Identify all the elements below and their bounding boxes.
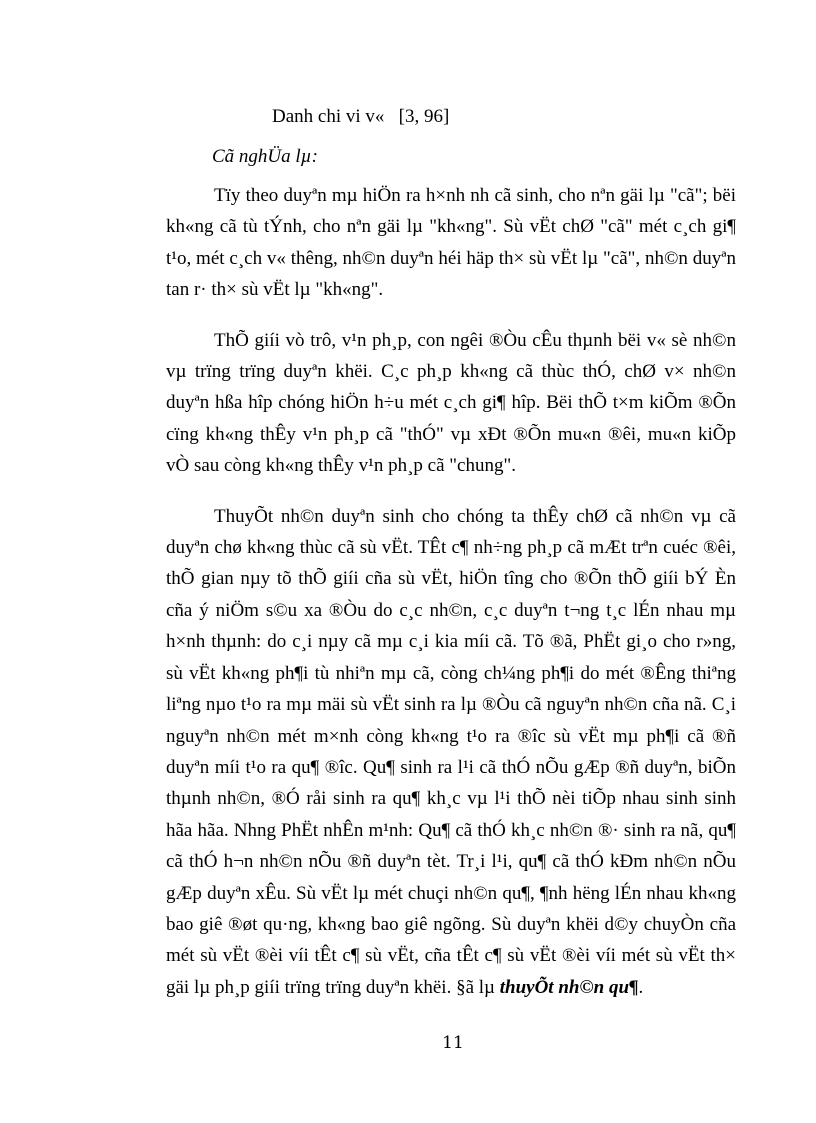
closing-emphasis: thuyÕt nh©n qu¶ [499, 976, 639, 998]
body-text [166, 180, 736, 1003]
subheading: Cã nghÜa lµ: [212, 146, 318, 167]
paragraph-2: ThÕ giíi vò trô, v¹n ph¸p, con ngêi ®Òu cÊu thµnh bëi v« sè nh©n vµ trïng trïng duyªn khëi. C¸c ph¸p kh«ng cã thùc thÓ, chØ v× nh©n duyªn hßa hîp chóng hiÖn h÷u mét c¸ch gi¶ hîp. Bëi thÕ t×m kiÕm ®Õn cïng kh«ng thÊy v¹n ph¸p cã "thÓ" vµ xÐt ®Õn mu«n ®êi, mu«n kiÕp vÒ sau còng kh«ng thÊy v¹n ph¸p cã "chung". [166, 329, 736, 477]
paragraph-3-text: ThuyÕt nh©n duyªn sinh cho chóng ta thÊy chØ cã nh©n vµ cã duyªn chø kh«ng thùc cã sù vËt. TÊt c¶ nh÷ng ph¸p cã mÆt trªn cuéc ®êi, thÕ gian nµy tõ thÕ giíi cña sù vËt, hiÖn tîng cho ®Õn thÕ giíi bÝ Èn cña ý niÖm s©u xa ®Òu do c¸c nh©n, c¸c duyªn t¬ng t¸c lÉn nhau mµ h×nh thµnh: do c¸i nµy cã mµ c¸i kia míi cã. Tõ ®ã, PhËt gi¸o cho r»ng, sù vËt kh«ng ph¶i tù nhiªn mµ cã, còng ch¼ng ph¶i do mét ®Êng thiªng liªng nµo t¹o ra mµ mäi sù vËt sinh ra lµ ®Òu cã nguyªn nh©n cña nã. C¸i nguyªn nh©n mét m×nh còng kh«ng t¹o ra ®îc sù vËt mµ ph¶i cã ®ñ duyªn míi t¹o ra qu¶ ®îc. Qu¶ sinh ra l¹i cã thÓ nÕu gÆp ®ñ duyªn, biÕn thµnh nh©n, ®Ó råi sinh ra qu¶ kh¸c vµ l¹i thÕ nèi tiÕp nhau sinh sinh hãa hãa. Nhng PhËt nhÊn m¹nh: Qu¶ cã thÓ kh¸c nh©n ®· sinh ra nã, qu¶ cã thÓ h¬n nh©n nÕu ®ñ duyªn tèt. Tr¸i l¹i, qu¶ cã thÓ kÐm nh©n nÕu gÆp duyªn xÊu. Sù vËt lµ mét chuçi nh©n qu¶, ¶nh hëng lÉn nhau kh«ng bao giê ®øt qu·ng, kh«ng bao giê ngõng. Sù duyªn khëi d©y chuyÒn cña mét sù vËt ®èi víi tÊt c¶ sù vËt, cña tÊt c¶ sù vËt ®èi víi mét sù vËt th× gäi lµ ph¸p giíi trïng trïng duyªn khëi. §ã lµ [166, 505, 736, 998]
paragraph-3 [166, 501, 736, 1004]
paragraph-1: Tïy theo duyªn mµ hiÖn ra h×nh nh cã sinh, cho nªn gäi lµ "cã"; bëi kh«ng cã tù tÝnh, cho nªn gäi lµ "kh«ng". Sù vËt chØ "cã" mét c¸ch gi¶ t¹o, mét c¸ch v« thêng, nh©n duyªn héi häp th× sù vËt lµ "cã", nh©n duyªn tan r· th× sù vËt lµ "kh«ng". [166, 185, 736, 301]
closing-punct: . [638, 976, 644, 998]
heading: Danh chi vi v« [3, 96] [272, 106, 450, 127]
page-number: 11 [442, 1033, 464, 1053]
